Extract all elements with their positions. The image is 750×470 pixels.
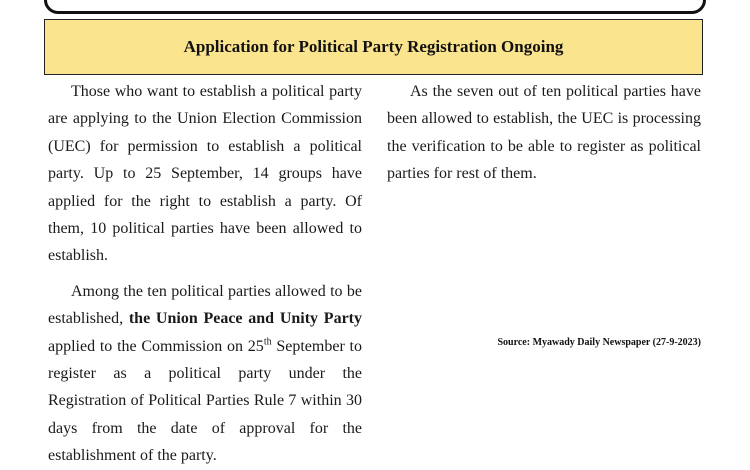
article-title: Application for Political Party Registration Ongoing bbox=[183, 37, 564, 56]
left-paragraph-1: Those who want to establish a political party are applying to the Union Election Commission (UEC) for permission to establish a political party. Up to 25 September, 14 groups have applied for the right to establish a party. Of them, 10 political parties have been allowed to establish. bbox=[48, 83, 362, 265]
para2-text-2: applied to the Commission on 25 bbox=[48, 337, 264, 355]
ordinal-suffix: th bbox=[263, 336, 272, 348]
right-column bbox=[387, 78, 701, 188]
party-name-bold: the Union Peace and Unity Party bbox=[128, 310, 362, 328]
para2-text-1: Among the ten political parties allowed to be established, bbox=[48, 282, 362, 328]
article-banner bbox=[44, 19, 703, 75]
right-paragraph-1: As the seven out of ten political parties have been allowed to establish, the UEC is processing the verification to be able to register as political parties for rest of them. bbox=[387, 83, 701, 183]
para2-text-3: September to register as a political party under the Registration of Political Parties Rule 7 within 30 days from the date of approval for the establishment of the party. bbox=[48, 337, 362, 465]
left-paragraph-2 bbox=[48, 278, 362, 470]
top-frame bbox=[44, 0, 706, 14]
source-citation: Source: Myawady Daily Newspaper (27-9-2023) bbox=[497, 337, 701, 348]
left-column bbox=[48, 78, 362, 470]
